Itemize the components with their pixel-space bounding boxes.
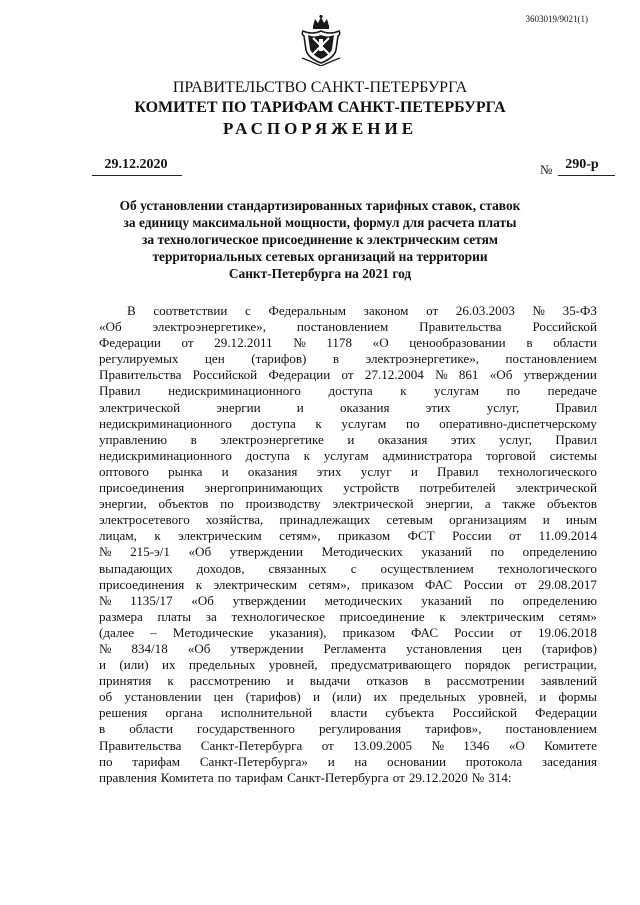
body-line [99, 319, 597, 335]
body-word: сетям», [279, 528, 321, 544]
body-word: Российской [192, 367, 258, 383]
body-word: их [161, 657, 176, 673]
body-word: Правительства [99, 367, 182, 383]
body-word: от [321, 737, 334, 753]
body-word: по [217, 769, 232, 785]
body-word: «Об [188, 544, 212, 560]
body-line [99, 689, 597, 705]
body-word: производству [245, 496, 321, 512]
body-line [99, 335, 597, 351]
body-word: энергии [216, 399, 261, 415]
body-word: Методические [172, 624, 254, 640]
body-word: Санкт-Петербурга» [199, 753, 308, 769]
body-word: сетям», [308, 576, 350, 592]
body-word: № [99, 592, 112, 608]
body-word: от [341, 367, 354, 383]
body-word: администратора [382, 447, 473, 463]
body-word: порядок [464, 657, 511, 673]
body-line [99, 464, 597, 480]
body-word: услуг [360, 463, 392, 479]
body-word: и [99, 657, 107, 673]
body-word: электросетевого [99, 512, 190, 528]
body-word: от [509, 528, 522, 544]
body-line [99, 754, 597, 770]
body-word: услугам [323, 447, 369, 463]
body-word: № [471, 769, 485, 785]
body-word: регулируемых [99, 351, 179, 367]
body-word: 314: [488, 769, 512, 785]
body-word: недискриминационного [168, 383, 301, 399]
body-word: Федеральным [268, 303, 346, 318]
body-word: потребителей [419, 480, 496, 496]
body-word: (тарифов) [541, 640, 597, 656]
body-word: связанных [268, 560, 327, 576]
title-line: территориальных сетевых организаций на территории [152, 249, 488, 264]
body-line [99, 593, 597, 609]
body-word: этих [316, 463, 342, 479]
body-word: 215-э/1 [130, 544, 170, 560]
body-word: оказания [339, 399, 390, 415]
body-word: уровней, [268, 657, 318, 673]
body-line [99, 657, 597, 673]
body-word: приказом [361, 576, 414, 592]
body-word: оказания [377, 431, 428, 447]
number-sign: № [540, 162, 553, 177]
body-word: сетям» [558, 608, 597, 624]
body-word: объектов [158, 496, 209, 512]
body-word: с [350, 560, 357, 576]
body-word: к [439, 608, 446, 624]
body-line [99, 625, 597, 641]
body-word: к [167, 673, 174, 689]
body-word: 29.12.2011 [214, 335, 273, 351]
body-word: «Об [489, 367, 513, 383]
body-line [99, 400, 597, 416]
body-word: «О [508, 737, 525, 753]
body-word: на [354, 753, 368, 769]
body-word: Правил [437, 463, 479, 479]
body-line [99, 770, 597, 786]
preamble-paragraph [99, 303, 597, 786]
body-word: приказом [342, 624, 395, 640]
body-word: Правительства [99, 737, 182, 753]
body-line [99, 480, 597, 496]
body-word: и [221, 463, 229, 479]
body-word: протокола [465, 753, 523, 769]
body-word: к [315, 415, 322, 431]
body-word: «Об [191, 592, 214, 608]
body-word: рассмотрению [189, 673, 271, 689]
body-word: отказов [366, 673, 409, 689]
body-word: соответствии [153, 303, 228, 318]
body-word: 19.06.2018 [537, 624, 597, 640]
coat-of-arms-icon [300, 14, 342, 66]
body-word: 861 [458, 367, 479, 383]
body-word: оптового [99, 463, 149, 479]
body-word: 1135/17 [130, 592, 173, 608]
document-date: 29.12.2020 [104, 157, 168, 172]
body-word: в [424, 673, 431, 689]
body-word: технологическое [231, 608, 325, 624]
body-word: системы [549, 447, 597, 463]
body-word: к [154, 528, 161, 544]
body-word: методических [324, 592, 403, 608]
body-word: электроэнергетике», [365, 351, 480, 367]
body-word: 29.12.2020 [408, 769, 468, 785]
body-line [99, 577, 597, 593]
document-type: РАСПОРЯЖЕНИЕ [222, 119, 418, 138]
body-word: утверждении [232, 592, 306, 608]
body-word: от [514, 576, 527, 592]
body-word: правления [99, 769, 157, 785]
body-word: предельных [399, 689, 466, 705]
body-word: 27.12.2004 [364, 367, 424, 383]
body-word: иным [565, 512, 597, 528]
body-word: и [410, 463, 418, 479]
body-word: по [490, 592, 504, 608]
body-word: платы [157, 608, 192, 624]
body-word: электрической [99, 399, 181, 415]
body-word: рынка [168, 463, 203, 479]
body-word: также [502, 496, 536, 512]
body-word: а [484, 496, 491, 512]
body-line [99, 416, 597, 432]
body-word: заявлений [540, 673, 597, 689]
body-word: сетевым [386, 512, 433, 528]
body-word: утверждении [523, 367, 597, 383]
body-word: Правительства [419, 319, 502, 335]
body-word: Российской [532, 319, 597, 335]
body-word: (далее [99, 624, 135, 640]
body-word: указания), [269, 624, 327, 640]
body-word: тарифов», [425, 721, 482, 737]
body-word: тарифам [132, 753, 181, 769]
body-word: заседания [541, 753, 597, 769]
body-word: Санкт-Петербурга [287, 769, 389, 785]
body-word: № [293, 335, 306, 351]
body-word: № [435, 367, 448, 383]
body-word: Регламента [323, 640, 387, 656]
body-word: энергии, [425, 496, 474, 512]
body-word: определению [522, 544, 597, 560]
body-word: постановлением [505, 351, 597, 367]
body-word: услугам [434, 383, 480, 399]
body-word: утверждении [229, 544, 304, 560]
document-title [100, 197, 540, 282]
body-word: управлению [99, 431, 168, 447]
body-word: присоединение [339, 608, 425, 624]
body-word: предельных [188, 657, 256, 673]
body-word: технологического [497, 560, 597, 576]
title-line: Об установлении стандартизированных тарифных ставок, ставок [119, 198, 521, 213]
body-line [99, 721, 597, 737]
body-word: цен [204, 351, 225, 367]
body-word: № [99, 640, 112, 656]
body-word: присоединения [99, 480, 185, 496]
body-word: и [286, 673, 294, 689]
body-word: «Об [99, 319, 122, 335]
document-code: 3603019/9021(1) [525, 14, 588, 24]
body-word: выдачи [309, 673, 351, 689]
body-word: по [506, 383, 521, 399]
body-word: регулирования [318, 721, 402, 737]
body-word: приказом [338, 528, 391, 544]
body-word: электрической [515, 480, 597, 496]
body-word: об [99, 689, 113, 705]
body-word: 13.09.2005 [353, 737, 413, 753]
body-word: уровней, [478, 689, 528, 705]
body-word: основании [386, 753, 447, 769]
date-underline [92, 175, 182, 176]
body-word: электрическим [213, 576, 298, 592]
body-word: (или) [332, 689, 362, 705]
body-word: 26.03.2003 [455, 303, 515, 318]
body-word: 834/18 [131, 640, 168, 656]
body-word: (или) [119, 657, 149, 673]
body-word: области [553, 335, 597, 351]
body-word: установлении [124, 689, 202, 705]
body-word: ценообразовании [409, 335, 506, 351]
body-word: доступа [328, 383, 373, 399]
body-word: органа [165, 705, 203, 721]
body-word: доступа [251, 415, 296, 431]
body-word: рассмотрении [446, 673, 525, 689]
body-word: к [400, 383, 407, 399]
body-word: передаче [547, 383, 597, 399]
body-word: Федерации [535, 705, 597, 721]
body-word: установления [406, 640, 483, 656]
body-word: недискриминационного [99, 447, 232, 463]
body-word: исполнительной [220, 705, 313, 721]
body-word: (тарифов) [245, 689, 301, 705]
body-line [99, 673, 597, 689]
body-word: ФАС [411, 624, 439, 640]
number-underline [558, 175, 615, 176]
body-word: услугам [341, 415, 387, 431]
body-word: технологического [497, 463, 597, 479]
body-word: и [327, 753, 335, 769]
body-word: предусматривающего [331, 657, 452, 673]
body-word: формы [558, 689, 597, 705]
body-word: в [526, 335, 533, 351]
body-word: Федерации [99, 335, 161, 351]
body-line [99, 705, 597, 721]
body-word: от [426, 303, 439, 318]
body-word: за [205, 608, 217, 624]
body-word: 11.09.2014 [538, 528, 597, 544]
body-line [99, 512, 597, 528]
body-line [99, 561, 597, 577]
body-word: В [127, 303, 136, 318]
body-word: услуг, [499, 431, 532, 447]
body-word: и [312, 689, 320, 705]
body-word: утверждении [230, 640, 304, 656]
body-word: электроэнергетике», [152, 319, 266, 335]
body-word: постановлением [296, 319, 389, 335]
body-word: определению [522, 592, 597, 608]
body-word: доходов, [196, 560, 245, 576]
body-word: объектов [547, 496, 597, 512]
body-word: ФАС [425, 576, 453, 592]
body-word: Методических [321, 544, 403, 560]
body-word: «Об [187, 640, 211, 656]
government-name: ПРАВИТЕЛЬСТВО САНКТ-ПЕТЕРБУРГА [172, 79, 468, 96]
body-word: Правил [555, 399, 597, 415]
body-word: «О [372, 335, 389, 351]
body-word: этих [450, 431, 476, 447]
body-word: и [347, 431, 355, 447]
body-word: 29.08.2017 [538, 576, 597, 592]
body-word: выпадающих [99, 560, 173, 576]
body-word: осуществлением [380, 560, 474, 576]
body-word: регистрации, [523, 657, 597, 673]
body-line [99, 544, 597, 560]
body-word: № [532, 303, 545, 318]
body-word: цен [213, 689, 234, 705]
body-word: с [245, 303, 251, 318]
body-word: в [190, 431, 197, 447]
body-word: от [392, 769, 405, 785]
body-word: и [296, 399, 304, 415]
body-word: по [490, 544, 505, 560]
body-line [99, 496, 597, 512]
title-line: Санкт-Петербурга на 2021 год [228, 266, 412, 281]
body-line [99, 738, 597, 754]
body-word: лицам, [99, 528, 137, 544]
body-word: этих [425, 399, 451, 415]
body-word: услуг, [486, 399, 520, 415]
body-word: постановлением [505, 721, 597, 737]
body-word: по [99, 753, 113, 769]
body-word: их [373, 689, 388, 705]
body-word: решения [99, 705, 148, 721]
body-word: – [150, 624, 157, 640]
title-line: за единицу максимальной мощности, формул для расчета платы [123, 215, 517, 230]
body-word: к [195, 576, 203, 592]
body-word: законом [363, 303, 409, 318]
body-word: тарифам [235, 769, 284, 785]
document-number: 290-р [565, 157, 599, 172]
body-word: власти [330, 705, 368, 721]
body-word: России [463, 576, 504, 592]
body-word: Российской [452, 705, 517, 721]
body-word: электрическим [178, 528, 262, 544]
body-word: принятия [99, 673, 152, 689]
body-word: России [452, 528, 492, 544]
body-word: в [99, 721, 106, 737]
body-word: Санкт-Петербурга [200, 737, 303, 753]
body-word: 1346 [463, 737, 490, 753]
body-word: от [509, 624, 522, 640]
body-word: 1178 [326, 335, 353, 351]
body-word: указаний [421, 592, 472, 608]
body-word: субъекта [385, 705, 435, 721]
body-word: Правил [99, 383, 141, 399]
body-word: недискриминационного [99, 415, 232, 431]
body-word: организациям [449, 512, 527, 528]
body-word: (тарифов) [251, 351, 307, 367]
body-word: ФСТ [407, 528, 435, 544]
title-line: за технологическое присоединение к электрическим сетям [142, 232, 498, 247]
body-word: Федерации [268, 367, 331, 383]
body-line [99, 448, 597, 464]
committee-name: КОМИТЕТ ПО ТАРИФАМ САНКТ-ПЕТЕРБУРГА [134, 99, 506, 116]
body-word: Комитете [544, 737, 597, 753]
body-word: Правил [555, 431, 597, 447]
body-line [99, 528, 597, 544]
body-word: указаний [421, 544, 472, 560]
body-word: энергопринимающих [204, 480, 324, 496]
body-word: цен [502, 640, 522, 656]
body-word: доступа [245, 447, 290, 463]
body-word: по [220, 496, 234, 512]
body-line [99, 351, 597, 367]
body-word: области [129, 721, 173, 737]
body-line [99, 303, 597, 319]
body-word: энергии, [99, 496, 147, 512]
body-line [99, 367, 597, 383]
body-word: устройств [343, 480, 400, 496]
body-word: электрической [332, 496, 414, 512]
body-word: хозяйства, [205, 512, 264, 528]
body-word: 35-ФЗ [562, 303, 597, 318]
body-word: и [539, 689, 547, 705]
body-word: оперативно-диспетчерскому [439, 415, 597, 431]
body-line [99, 641, 597, 657]
body-word: и [542, 512, 550, 528]
body-line [99, 609, 597, 625]
body-word: размера [99, 608, 143, 624]
body-word: оказания [247, 463, 298, 479]
body-word: присоединения [99, 576, 185, 592]
body-word: по [405, 415, 420, 431]
body-word: государственного [197, 721, 295, 737]
body-word: принадлежащих [279, 512, 371, 528]
body-word: от [181, 335, 194, 351]
body-line [99, 432, 597, 448]
body-word: Комитета [160, 769, 214, 785]
body-word: к [303, 447, 310, 463]
body-word: электрическим [460, 608, 545, 624]
body-word: торговой [486, 447, 536, 463]
body-word: № [99, 544, 112, 560]
body-word: № [431, 737, 444, 753]
body-word: России [454, 624, 494, 640]
body-word: электроэнергетике [220, 431, 324, 447]
body-word: в [332, 351, 340, 367]
body-line [99, 383, 597, 399]
